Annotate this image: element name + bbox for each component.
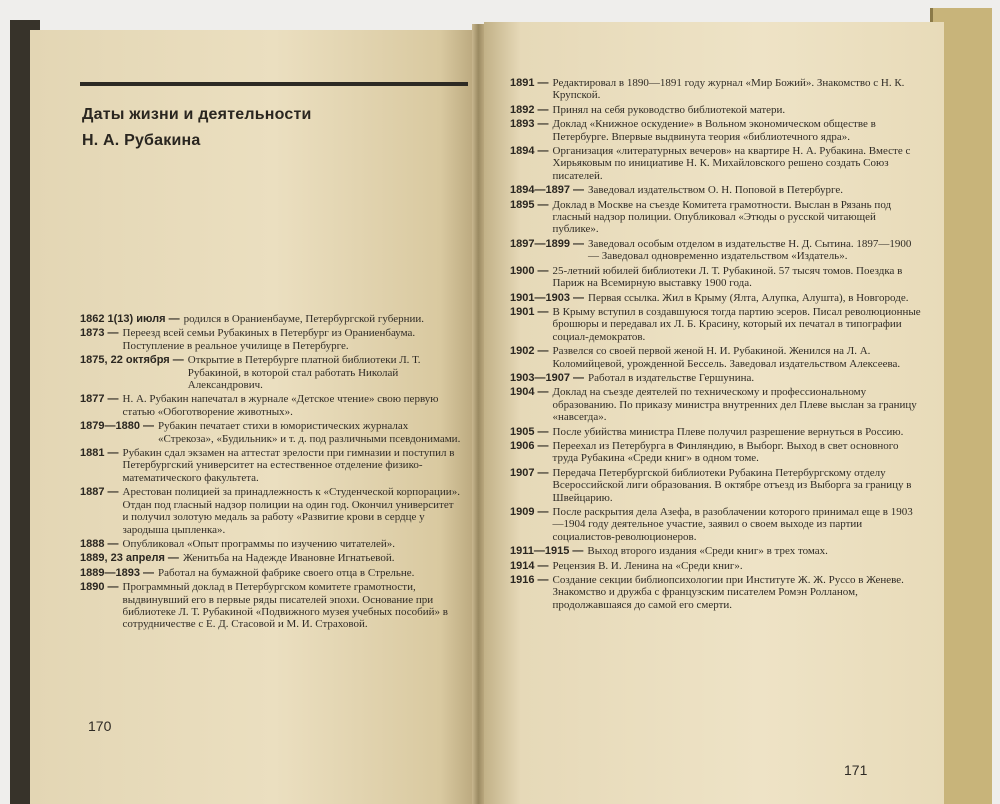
entry-text: Выход второго издания «Среди книг» в трех томах.: [587, 545, 828, 558]
entry-year: 1902 —: [510, 345, 549, 358]
chronology-entry: [510, 118, 922, 143]
entry-text: Доклад в Москве на съезде Комитета грамотности. Выслан в Рязань под гласный надзор полиции. Опубликовал «Этюды о русской читающей публике».: [552, 198, 892, 236]
chronology-entry: [510, 345, 922, 370]
chronology-entry: [510, 77, 922, 102]
entry-text: Развелся со своей первой женой Н. И. Рубакиной. Женился на Л. А. Коломийцевой, урожденной Бессель. Заведовал издательством Алексеева.: [552, 345, 901, 370]
entry-text: Программный доклад в Петербургском комитете грамотности, выдвинувший его в первые ряды писателей эпохи. Основание при библиотеке Л. Т. Рубакиной «Подвижного музея учебных пособий» в сотрудничестве с Е. Д. Стасовой и М. И. Страховой.: [122, 581, 448, 631]
entry-year: 1901—1903 —: [510, 291, 584, 304]
entry-text: Арестован полицией за принадлежность к «Студенческой корпорации». Отдан под гласный надзор полиции на один год. Окончил университет и получил золотую медаль за работу «Развитие крови в сердце у зародыша цыпленка».: [122, 486, 460, 536]
chapter-heading-line-1: Даты жизни и деятельности: [82, 106, 312, 123]
chronology-entry: [80, 313, 462, 325]
entry-text: Принял на себя руководство библиотекой матери.: [552, 103, 786, 116]
entry-text: Опубликовал «Опыт программы по изучению читателей».: [122, 537, 396, 550]
chronology-entry: [80, 393, 462, 418]
entry-text: родился в Ораниенбауме, Петербургской губернии.: [183, 313, 425, 325]
entry-year: 1914 —: [510, 559, 549, 572]
entry-text: Организация «литературных вечеров» на квартире Н. А. Рубакина. Вместе с Хирьяковым по инициативе Н. К. Михайловского решено создать Союз писателей.: [552, 145, 911, 182]
entry-year: 1894 —: [510, 145, 549, 158]
entry-year: 1897—1899 —: [510, 237, 584, 250]
entry-year: 1889—1893 —: [80, 566, 154, 579]
chronology-entry: [80, 327, 462, 352]
entry-text: Редактировал в 1890—1891 году журнал «Мир Божий». Знакомство с Н. К. Крупской.: [552, 77, 905, 102]
entry-text: Н. А. Рубакин напечатал в журнале «Детское чтение» свою первую статью «Обоготворение животных».: [122, 393, 439, 418]
chronology-entry: [510, 306, 922, 343]
chronology-entry: [510, 184, 922, 196]
right-page: [484, 22, 944, 804]
entry-text: Рубакин печатает стихи в юмористических журналах «Стрекоза», «Будильник» и т. д. под различными псевдонимами.: [158, 420, 461, 445]
chronology-entry: [510, 104, 922, 116]
entry-year: 1887 —: [80, 486, 119, 499]
entry-year: 1875, 22 октября —: [80, 354, 184, 367]
entry-text: Первая ссылка. Жил в Крыму (Ялта, Алупка, Алушта), в Новгороде.: [588, 291, 909, 304]
entry-year: 1909 —: [510, 506, 549, 518]
heading-rule: [80, 82, 468, 86]
entry-text: Работал на бумажной фабрике своего отца в Стрельне.: [158, 566, 415, 579]
entry-year: 1903—1907 —: [510, 371, 584, 384]
chronology-entry: [510, 467, 922, 504]
entry-text: Заведовал особым отделом в издательстве Н. Д. Сытина. 1897—1900 — Заведовал одновременно издательством «Издатель».: [588, 237, 912, 263]
chronology-entry: [510, 265, 922, 290]
chronology-entry: [510, 238, 922, 263]
entry-year: 1894—1897 —: [510, 184, 584, 197]
entry-year: 1904 —: [510, 386, 549, 399]
chronology-entry: [510, 440, 922, 465]
chronology-entry: [80, 538, 462, 550]
entry-text: После убийства министра Плеве получил разрешение вернуться в Россию.: [552, 425, 904, 438]
entry-year: 1873 —: [80, 327, 119, 340]
chronology-entry: [510, 372, 922, 384]
entry-year: 1895 —: [510, 198, 549, 211]
right-page-number: 171: [844, 762, 868, 778]
entry-year: 1893 —: [510, 118, 549, 131]
left-page-number: 170: [88, 718, 112, 734]
entry-text: Открытие в Петербурге платной библиотеки Л. Т. Рубакиной, в которой стал работать Николай Александрович.: [187, 354, 421, 392]
entry-year: 1907 —: [510, 466, 549, 479]
entry-year: 1889, 23 апреля —: [80, 552, 179, 565]
entry-text: Доклад на съезде деятелей по техническому и профессиональному образованию. По приказу министра внутренних дел Плеве выслан за границу «навсегда».: [552, 386, 917, 424]
chronology-entry: [510, 574, 922, 611]
chronology-entry: [510, 386, 922, 423]
left-chronology-list: [80, 313, 462, 633]
chronology-entry: [510, 145, 922, 182]
chronology-entry: [80, 552, 462, 564]
entry-text: Рецензия В. И. Ленина на «Среди книг».: [552, 559, 743, 572]
entry-text: Создание секции библиопсихологии при Институте Ж. Ж. Руссо в Женеве. Знакомство и дружба с французским писателем Ромэн Ролланом, продолжавшаяся до самой его смерти.: [552, 574, 904, 611]
chronology-entry: [80, 354, 462, 391]
entry-year: 1905 —: [510, 425, 549, 438]
entry-text: Переезд всей семьи Рубакиных в Петербург из Ораниенбаума. Поступление в реальное училище в Петербурге.: [122, 327, 416, 352]
entry-year: 1888 —: [80, 537, 119, 550]
entry-text: Работал в издательстве Гершунина.: [588, 371, 755, 384]
chronology-entry: [80, 420, 462, 445]
entry-text: 25-летний юбилей библиотеки Л. Т. Рубакиной. 57 тысяч томов. Поездка в Париж на Всемирную выставку 1900 года.: [552, 264, 903, 290]
chronology-entry: [510, 426, 922, 438]
entry-year: 1911—1915 —: [510, 545, 584, 558]
entry-year: 1906 —: [510, 439, 549, 452]
entry-text: Рубакин сдал экзамен на аттестат зрелости при гимназии и поступил в Петербургский университет на естественное отделение физико-математического факультета.: [122, 447, 455, 484]
entry-year: 1877 —: [80, 393, 119, 406]
chronology-entry: [510, 506, 922, 543]
right-chronology-list: [510, 77, 922, 613]
entry-text: В Крыму вступил в создавшуюся тогда партию эсеров. Писал революционные брошюры и передавал их Л. Б. Красину, который их печатал в типографии социал-демократов.: [552, 305, 921, 343]
chronology-entry: [510, 292, 922, 304]
chronology-entry: [80, 486, 462, 536]
chronology-entry: [510, 199, 922, 236]
entry-year: 1916 —: [510, 574, 549, 587]
entry-text: Доклад «Книжное оскудение» в Вольном экономическом обществе в Петербурге. Впервые выдвинута теория «библиотечного ядра».: [552, 118, 876, 143]
entry-year: 1862 1(13) июля —: [80, 313, 180, 325]
entry-year: 1900 —: [510, 264, 549, 277]
entry-text: Переехал из Петербурга в Финляндию, в Выборг. Выход в свет основного труда Рубакина «Среди книг» в одном томе.: [552, 439, 899, 465]
left-page: [30, 30, 476, 804]
entry-year: 1892 —: [510, 103, 549, 116]
entry-year: 1890 —: [80, 581, 119, 594]
entry-text: Женитьба на Надежде Ивановне Игнатьевой.: [182, 552, 395, 565]
chronology-entry: [80, 581, 462, 631]
chronology-entry: [80, 447, 462, 484]
entry-year: 1879—1880 —: [80, 420, 154, 433]
chronology-entry: [510, 560, 922, 572]
entry-year: 1891 —: [510, 77, 549, 89]
entry-text: После раскрытия дела Азефа, в разоблачении которого принимал еще в 1903—1904 году деятельное участие, заявил о своем выходе из партии социалистов-революционеров.: [552, 506, 913, 543]
entry-year: 1881 —: [80, 447, 119, 460]
chronology-entry: [510, 545, 922, 557]
chapter-heading-line-2: Н. А. Рубакина: [82, 132, 201, 149]
chronology-entry: [80, 567, 462, 579]
entry-text: Заведовал издательством О. Н. Поповой в Петербурге.: [588, 184, 843, 197]
entry-text: Передача Петербургской библиотеки Рубакина Петербургскому отделу Всероссийской лиги образования. В октябре отъезд из Выборга за границу в Швейцарию.: [552, 466, 912, 504]
entry-year: 1901 —: [510, 305, 549, 318]
